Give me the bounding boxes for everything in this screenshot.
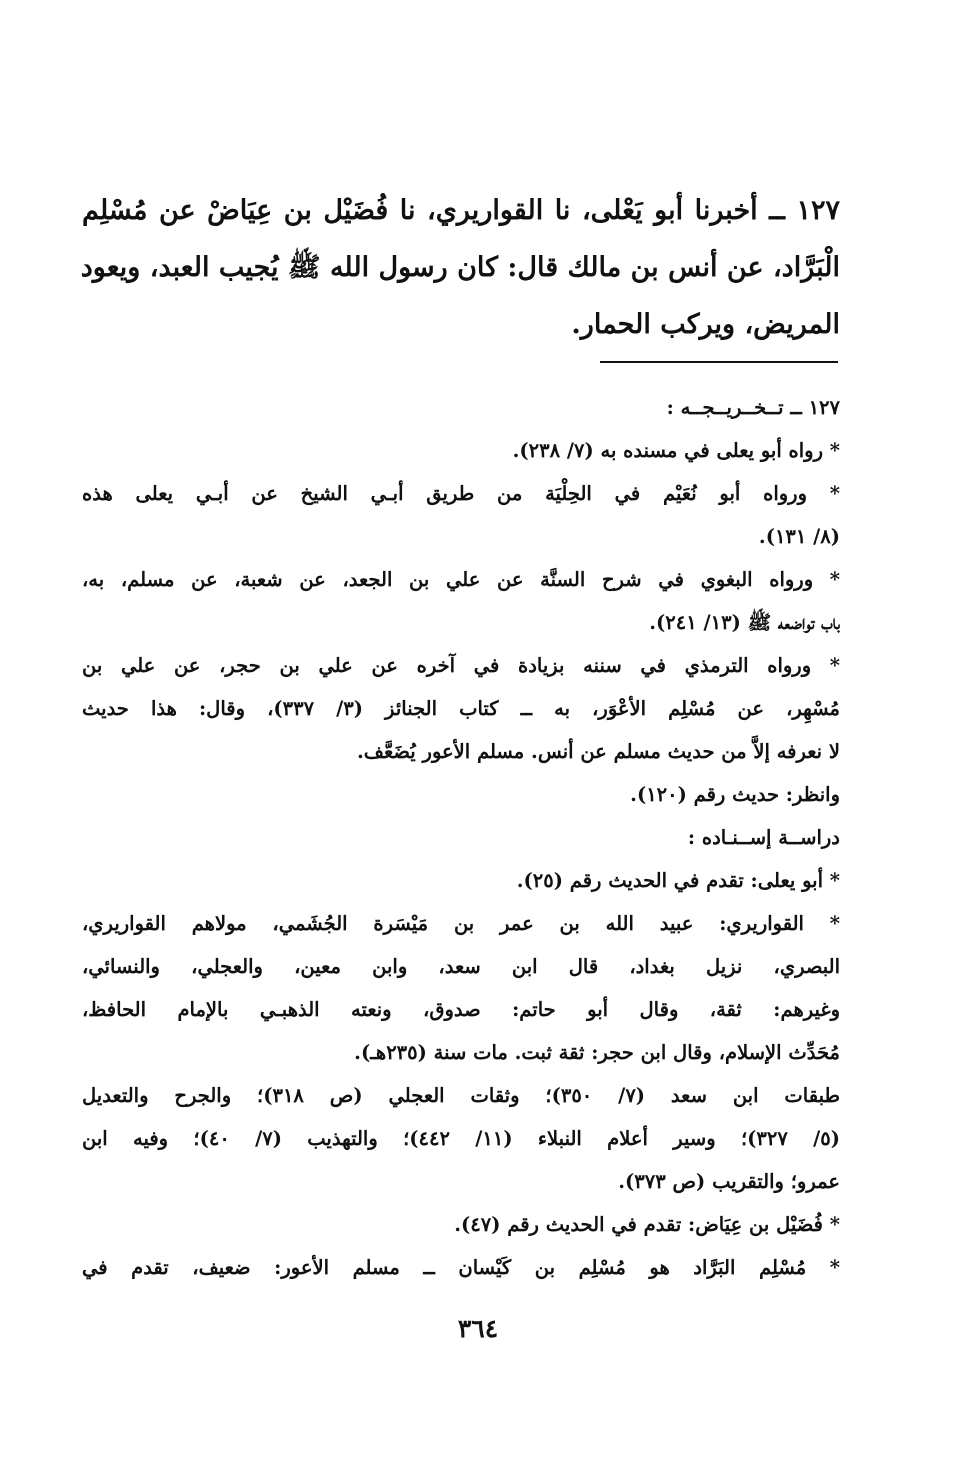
note-line-17: (٥/ ٣٢٧)؛ وسير أعلام النبلاء (١١/ ٤٤٢)؛ والتهذيب (٧/ ٤٠)؛ وفيه ابن bbox=[82, 1127, 840, 1150]
main-line-1: ١٢٧ ــ أخبرنا أبو يَعْلى، نا القواريري، نا فُضَيْل بن عِيَاضْ عن مُسْلِم bbox=[82, 195, 840, 226]
footnotes bbox=[82, 386, 840, 1289]
main-line-3: المريض، ويركب الحمار. bbox=[571, 309, 840, 340]
hadith-main-text bbox=[82, 182, 840, 353]
note-line-16: طبقات ابن سعد (٧/ ٣٥٠)؛ وثقات العجلي (ص ٣١٨)؛ والجرح والتعديل bbox=[82, 1084, 840, 1107]
note-line-1: * رواه أبو يعلى في مسنده به (٧/ ٢٣٨). bbox=[512, 439, 840, 462]
note-line-20: * مُسْلِم البَرَّاد هو مُسْلِم بن كَيْسان ــ مسلم الأعور: ضعيف، تقدم في bbox=[82, 1256, 840, 1279]
isnad-heading: دراســة إســنـاده : bbox=[687, 826, 840, 849]
main-line-2: الْبَرَّاد، عن أنس بن مالك قال: كان رسول الله ﷺ يُجيب العبد، ويعود bbox=[80, 252, 840, 283]
note-line-4: * ورواه البغوي في شرح السنَّة عن علي بن الجعد، عن شعبة، عن مسلم، به، bbox=[82, 568, 840, 591]
note-line-8: لا نعرفه إلاَّ من حديث مسلم عن أنس. مسلم الأعور يُضَعَّف. bbox=[357, 740, 840, 763]
note-line-15: مُحَدِّث الإسلام، وقال ابن حجر: ثقة ثبت. مات سنة (٢٣٥هـ). bbox=[354, 1041, 840, 1064]
takhrij-heading: ١٢٧ ــ تــخــريــجــه : bbox=[666, 396, 840, 419]
note-line-13: البصري، نزيل بغداد، قال ابن سعد، وابن معين، والعجلي، والنسائي، bbox=[82, 955, 840, 978]
note-line-9: وانظر: حديث رقم (١٢٠). bbox=[630, 783, 840, 806]
note-line-6: * ورواه الترمذي في سننه بزيادة في آخره عن علي بن حجر، عن علي بن bbox=[82, 654, 840, 677]
note-line-14: وغيرهم: ثقة، وقال أبو حاتم: صدوق، ونعته الذهبـي بالإمام الحافظ، bbox=[82, 998, 840, 1021]
note-line-2: * ورواه أبو نُعَيْم في الحِلْيَة من طريق أبـي الشيخ عن أبـي يعلى هذه bbox=[82, 482, 840, 505]
note-line-19: * فُضَيْل بن عِيَاض: تقدم في الحديث رقم (٤٧). bbox=[454, 1213, 840, 1236]
note-line-18: عمرو؛ والتقريب (ص ٣٧٣). bbox=[618, 1170, 840, 1193]
note-line-5: باب تواضعه ﷺ (١٣/ ٢٤١). bbox=[649, 611, 840, 634]
note-line-3: (٨/ ١٣١). bbox=[758, 525, 840, 548]
note-line-7: مُسْهِر، عن مُسْلِم الأعْوَر، به ــ كتاب الجنائز (٣/ ٣٣٧)، وقال: هذا حديث bbox=[82, 697, 840, 720]
page-number: ٣٦٤ bbox=[457, 1314, 499, 1343]
footnote-divider bbox=[600, 361, 838, 363]
note-line-12: * القواريري: عبيد الله بن عمر بن مَيْسَرة الجُشَمي، مولاهم القواريري، bbox=[82, 912, 840, 935]
note-line-11: * أبو يعلى: تقدم في الحديث رقم (٢٥). bbox=[516, 869, 840, 892]
